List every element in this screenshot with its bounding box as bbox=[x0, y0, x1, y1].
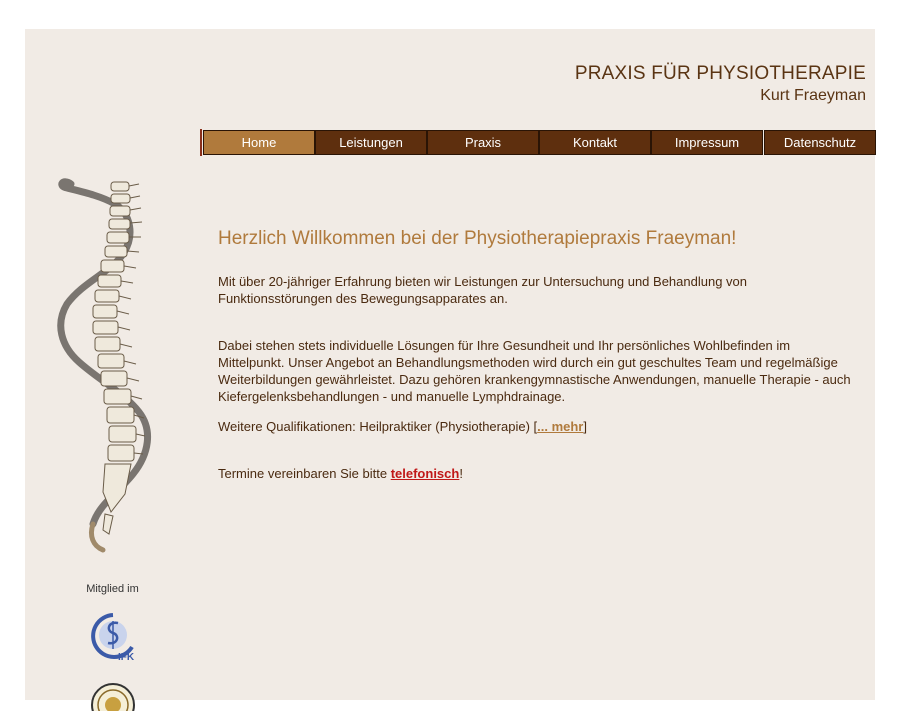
qualifications-bracket: ] bbox=[583, 419, 587, 434]
nav-praxis[interactable]: Praxis bbox=[427, 130, 539, 155]
welcome-heading: Herzlich Willkommen bei der Physiotherapiepraxis Fraeyman! bbox=[218, 228, 737, 249]
site-subtitle: Kurt Fraeyman bbox=[760, 87, 866, 104]
svg-text:IFK: IFK bbox=[118, 652, 135, 663]
appointment-text: Termine vereinbaren Sie bitte bbox=[218, 466, 391, 481]
main-navigation bbox=[200, 129, 877, 156]
nav-impressum[interactable]: Impressum bbox=[651, 130, 763, 155]
appointment-suffix: ! bbox=[459, 466, 463, 481]
qualifications-paragraph bbox=[218, 418, 858, 435]
services-paragraph: Dabei stehen stets individuelle Lösungen für Ihre Gesundheit und Ihr persönliches Wohlbefinden im Mittelpunkt. Unser Angebot an Behandlungsmethoden wird durch ein gut geschultes Team und regelmäßige Weiterbildungen gewährleistet. Dazu gehören krankengymnastische Anwendungen, manuelle Therapie - auch Kiefergelenksbehandlungen - und manuelle Lymphdrainage. bbox=[218, 338, 851, 404]
more-link[interactable]: ... mehr bbox=[537, 419, 584, 434]
phone-link[interactable]: telefonisch bbox=[390, 466, 460, 481]
page-container bbox=[25, 29, 875, 700]
nav-leistungen[interactable]: Leistungen bbox=[315, 130, 427, 155]
nav-kontakt[interactable]: Kontakt bbox=[539, 130, 651, 155]
intro-paragraph: Mit über 20-jähriger Erfahrung bieten wir Leistungen zur Untersuchung und Behandlung von Funktionsstörungen des Bewegungsapparates an. bbox=[218, 274, 747, 306]
ifk-logo[interactable] bbox=[88, 611, 138, 663]
nav-home[interactable]: Home bbox=[203, 130, 315, 155]
nav-datenschutz[interactable]: Datenschutz bbox=[764, 130, 876, 155]
appointment-paragraph bbox=[218, 465, 858, 482]
qualifications-text: Weitere Qualifikationen: Heilpraktiker (Physiotherapie) [ bbox=[218, 419, 538, 434]
spine-illustration bbox=[53, 174, 173, 554]
main-content bbox=[218, 227, 858, 482]
member-label: Mitglied im bbox=[86, 583, 139, 595]
site-title: PRAXIS FÜR PHYSIOTHERAPIE bbox=[574, 63, 866, 84]
association-seal-logo[interactable] bbox=[89, 681, 137, 711]
